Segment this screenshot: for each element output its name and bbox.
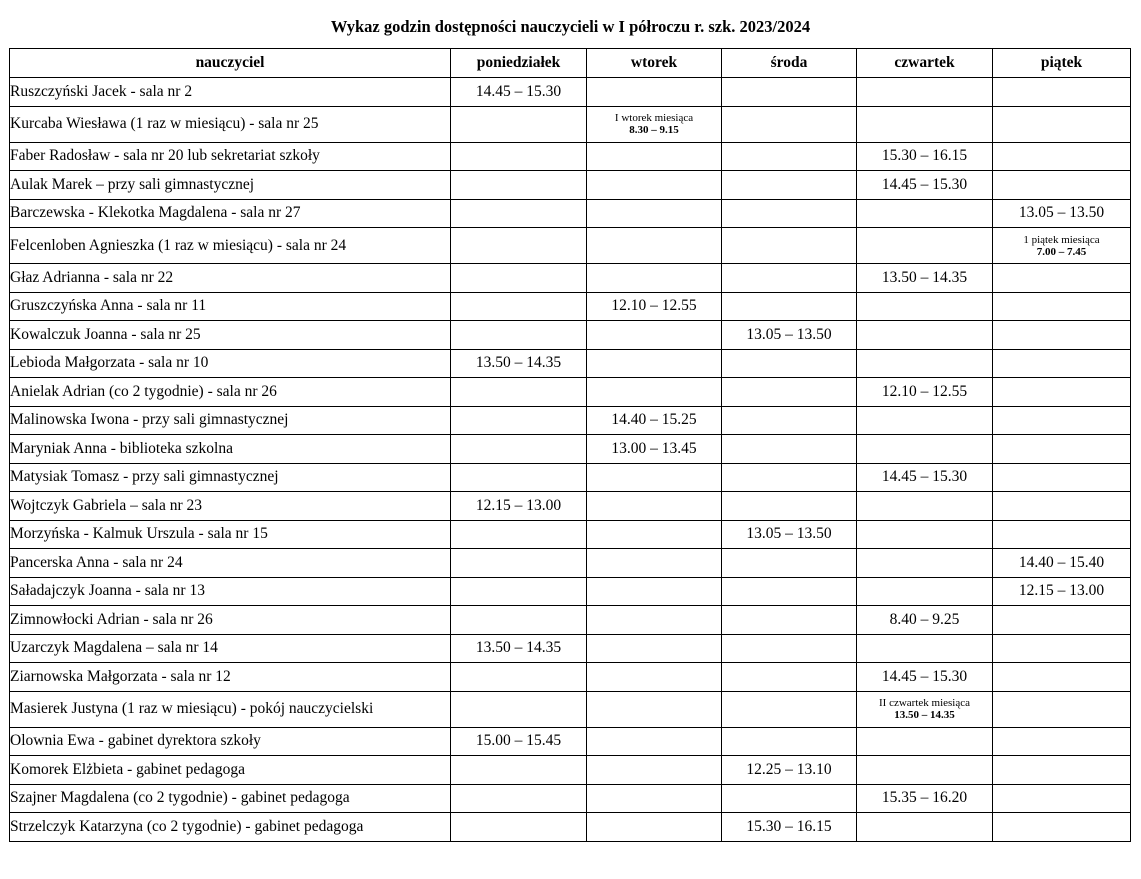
monthly-note-time: 7.00 – 7.45 bbox=[1036, 245, 1087, 258]
teacher-name: Olownia Ewa - gabinet dyrektora szkoły bbox=[10, 727, 451, 756]
time-cell-thursday bbox=[857, 406, 993, 435]
time-cell-friday bbox=[993, 663, 1131, 692]
time-cell-tuesday bbox=[587, 142, 722, 171]
time-cell-thursday bbox=[857, 435, 993, 464]
table-row bbox=[10, 406, 1131, 435]
teacher-name: Głaz Adrianna - sala nr 22 bbox=[10, 264, 451, 293]
table-row bbox=[10, 435, 1131, 464]
time-cell-thursday bbox=[857, 691, 993, 727]
time-cell-friday: 12.15 – 13.00 bbox=[993, 577, 1131, 606]
header-monday: poniedziałek bbox=[451, 49, 587, 78]
time-cell-monday: 13.50 – 14.35 bbox=[451, 349, 587, 378]
time-cell-friday bbox=[993, 228, 1131, 264]
time-cell-tuesday bbox=[587, 691, 722, 727]
time-cell-wednesday: 12.25 – 13.10 bbox=[722, 756, 857, 785]
time-cell-wednesday: 13.05 – 13.50 bbox=[722, 520, 857, 549]
teacher-name: Anielak Adrian (co 2 tygodnie) - sala nr 26 bbox=[10, 378, 451, 407]
time-cell-thursday bbox=[857, 199, 993, 228]
time-cell-tuesday bbox=[587, 577, 722, 606]
time-cell-friday bbox=[993, 78, 1131, 107]
time-cell-tuesday bbox=[587, 78, 722, 107]
time-cell-friday bbox=[993, 691, 1131, 727]
time-cell-thursday bbox=[857, 756, 993, 785]
time-cell-monday bbox=[451, 549, 587, 578]
table-row bbox=[10, 378, 1131, 407]
header-tuesday: wtorek bbox=[587, 49, 722, 78]
time-cell-wednesday bbox=[722, 142, 857, 171]
time-cell-tuesday bbox=[587, 634, 722, 663]
table-row bbox=[10, 349, 1131, 378]
monthly-note-time: 13.50 – 14.35 bbox=[894, 709, 955, 721]
time-cell-friday bbox=[993, 435, 1131, 464]
table-row bbox=[10, 106, 1131, 142]
time-cell-thursday: 14.45 – 15.30 bbox=[857, 463, 993, 492]
time-cell-monday bbox=[451, 663, 587, 692]
time-cell-friday bbox=[993, 727, 1131, 756]
table-row bbox=[10, 171, 1131, 200]
time-cell-friday: 14.40 – 15.40 bbox=[993, 549, 1131, 578]
time-cell-friday bbox=[993, 321, 1131, 350]
time-cell-monday: 12.15 – 13.00 bbox=[451, 492, 587, 521]
time-cell-wednesday bbox=[722, 577, 857, 606]
time-cell-wednesday bbox=[722, 663, 857, 692]
table-row bbox=[10, 813, 1131, 842]
time-cell-thursday bbox=[857, 78, 993, 107]
time-cell-wednesday bbox=[722, 171, 857, 200]
table-row bbox=[10, 663, 1131, 692]
header-wednesday: środa bbox=[722, 49, 857, 78]
time-cell-friday bbox=[993, 378, 1131, 407]
header-thursday: czwartek bbox=[857, 49, 993, 78]
table-row bbox=[10, 691, 1131, 727]
time-cell-thursday bbox=[857, 228, 993, 264]
time-cell-wednesday bbox=[722, 606, 857, 635]
monthly-note-label: I wtorek miesiąca bbox=[614, 112, 694, 124]
time-cell-friday bbox=[993, 756, 1131, 785]
time-cell-tuesday bbox=[587, 106, 722, 142]
time-cell-wednesday bbox=[722, 349, 857, 378]
time-cell-friday bbox=[993, 813, 1131, 842]
time-cell-monday: 14.45 – 15.30 bbox=[451, 78, 587, 107]
teacher-name: Szajner Magdalena (co 2 tygodnie) - gabinet pedagoga bbox=[10, 784, 451, 813]
time-cell-thursday: 13.50 – 14.35 bbox=[857, 264, 993, 293]
time-cell-monday bbox=[451, 228, 587, 264]
time-cell-thursday: 14.45 – 15.30 bbox=[857, 171, 993, 200]
time-cell-friday bbox=[993, 142, 1131, 171]
time-cell-monday: 13.50 – 14.35 bbox=[451, 634, 587, 663]
table-row bbox=[10, 492, 1131, 521]
time-cell-monday bbox=[451, 756, 587, 785]
time-cell-wednesday bbox=[722, 264, 857, 293]
time-cell-friday bbox=[993, 784, 1131, 813]
monthly-note-label: II czwartek miesiąca bbox=[879, 697, 970, 709]
time-cell-friday bbox=[993, 520, 1131, 549]
teacher-name: Malinowska Iwona - przy sali gimnastycznej bbox=[10, 406, 451, 435]
time-cell-wednesday bbox=[722, 78, 857, 107]
table-row bbox=[10, 321, 1131, 350]
time-cell-tuesday bbox=[587, 784, 722, 813]
time-cell-tuesday: 12.10 – 12.55 bbox=[587, 292, 722, 321]
teacher-name: Masierek Justyna (1 raz w miesiącu) - pokój nauczycielski bbox=[10, 691, 451, 727]
header-friday: piątek bbox=[993, 49, 1131, 78]
teacher-name: Felcenloben Agnieszka (1 raz w miesiącu) - sala nr 24 bbox=[10, 228, 451, 264]
teacher-name: Ruszczyński Jacek - sala nr 2 bbox=[10, 78, 451, 107]
teacher-name: Kurcaba Wiesława (1 raz w miesiącu) - sala nr 25 bbox=[10, 106, 451, 142]
time-cell-thursday: 12.10 – 12.55 bbox=[857, 378, 993, 407]
time-cell-tuesday bbox=[587, 463, 722, 492]
time-cell-thursday bbox=[857, 492, 993, 521]
table-row bbox=[10, 228, 1131, 264]
time-cell-tuesday bbox=[587, 520, 722, 549]
time-cell-thursday bbox=[857, 520, 993, 549]
time-cell-tuesday bbox=[587, 199, 722, 228]
teacher-name: Aulak Marek – przy sali gimnastycznej bbox=[10, 171, 451, 200]
time-cell-wednesday bbox=[722, 292, 857, 321]
teacher-name: Wojtczyk Gabriela – sala nr 23 bbox=[10, 492, 451, 521]
table-row bbox=[10, 78, 1131, 107]
time-cell-wednesday bbox=[722, 199, 857, 228]
header-row bbox=[10, 49, 1131, 78]
time-cell-wednesday bbox=[722, 492, 857, 521]
time-cell-monday bbox=[451, 577, 587, 606]
time-cell-tuesday: 14.40 – 15.25 bbox=[587, 406, 722, 435]
table-row bbox=[10, 549, 1131, 578]
time-cell-thursday bbox=[857, 634, 993, 663]
time-cell-monday bbox=[451, 142, 587, 171]
time-cell-monday bbox=[451, 171, 587, 200]
time-cell-monday bbox=[451, 606, 587, 635]
time-cell-monday bbox=[451, 321, 587, 350]
time-cell-tuesday bbox=[587, 756, 722, 785]
time-cell-friday bbox=[993, 606, 1131, 635]
monthly-note bbox=[993, 234, 1130, 258]
time-cell-tuesday bbox=[587, 813, 722, 842]
time-cell-tuesday bbox=[587, 171, 722, 200]
time-cell-wednesday bbox=[722, 228, 857, 264]
time-cell-thursday bbox=[857, 577, 993, 606]
monthly-note-label: 1 piątek miesiąca bbox=[1023, 233, 1100, 246]
time-cell-wednesday: 15.30 – 16.15 bbox=[722, 813, 857, 842]
teacher-name: Matysiak Tomasz - przy sali gimnastycznej bbox=[10, 463, 451, 492]
table-row bbox=[10, 727, 1131, 756]
table-row bbox=[10, 463, 1131, 492]
time-cell-tuesday bbox=[587, 606, 722, 635]
teacher-name: Barczewska - Klekotka Magdalena - sala nr 27 bbox=[10, 199, 451, 228]
table-row bbox=[10, 784, 1131, 813]
teacher-name: Kowalczuk Joanna - sala nr 25 bbox=[10, 321, 451, 350]
monthly-note bbox=[587, 112, 721, 136]
table-body bbox=[10, 78, 1131, 842]
time-cell-friday bbox=[993, 634, 1131, 663]
teacher-name: Uzarczyk Magdalena – sala nr 14 bbox=[10, 634, 451, 663]
teacher-name: Ziarnowska Małgorzata - sala nr 12 bbox=[10, 663, 451, 692]
table-row bbox=[10, 199, 1131, 228]
time-cell-wednesday bbox=[722, 634, 857, 663]
time-cell-wednesday bbox=[722, 549, 857, 578]
time-cell-wednesday bbox=[722, 691, 857, 727]
teacher-name: Komorek Elżbieta - gabinet pedagoga bbox=[10, 756, 451, 785]
time-cell-friday bbox=[993, 292, 1131, 321]
time-cell-tuesday bbox=[587, 378, 722, 407]
time-cell-monday bbox=[451, 691, 587, 727]
teacher-name: Strzelczyk Katarzyna (co 2 tygodnie) - gabinet pedagoga bbox=[10, 813, 451, 842]
table-row bbox=[10, 756, 1131, 785]
time-cell-thursday bbox=[857, 106, 993, 142]
table-row bbox=[10, 606, 1131, 635]
time-cell-thursday bbox=[857, 349, 993, 378]
time-cell-thursday: 14.45 – 15.30 bbox=[857, 663, 993, 692]
time-cell-wednesday bbox=[722, 435, 857, 464]
time-cell-monday bbox=[451, 378, 587, 407]
document-title: Wykaz godzin dostępności nauczycieli w I półroczu r. szk. 2023/2024 bbox=[330, 17, 811, 36]
teacher-name: Saładajczyk Joanna - sala nr 13 bbox=[10, 577, 451, 606]
time-cell-thursday bbox=[857, 292, 993, 321]
time-cell-tuesday: 13.00 – 13.45 bbox=[587, 435, 722, 464]
time-cell-wednesday bbox=[722, 727, 857, 756]
time-cell-monday bbox=[451, 199, 587, 228]
time-cell-wednesday bbox=[722, 378, 857, 407]
time-cell-tuesday bbox=[587, 549, 722, 578]
time-cell-thursday bbox=[857, 727, 993, 756]
time-cell-wednesday bbox=[722, 463, 857, 492]
table-row bbox=[10, 142, 1131, 171]
time-cell-monday bbox=[451, 784, 587, 813]
time-cell-tuesday bbox=[587, 663, 722, 692]
teacher-name: Faber Radosław - sala nr 20 lub sekretariat szkoły bbox=[10, 142, 451, 171]
teacher-name: Maryniak Anna - biblioteka szkolna bbox=[10, 435, 451, 464]
time-cell-tuesday bbox=[587, 349, 722, 378]
time-cell-friday bbox=[993, 171, 1131, 200]
table-row bbox=[10, 264, 1131, 293]
time-cell-monday bbox=[451, 264, 587, 293]
time-cell-friday bbox=[993, 463, 1131, 492]
time-cell-thursday: 15.30 – 16.15 bbox=[857, 142, 993, 171]
time-cell-thursday bbox=[857, 813, 993, 842]
time-cell-thursday bbox=[857, 549, 993, 578]
time-cell-tuesday bbox=[587, 228, 722, 264]
time-cell-monday bbox=[451, 463, 587, 492]
time-cell-monday bbox=[451, 292, 587, 321]
table-row bbox=[10, 520, 1131, 549]
teacher-name: Pancerska Anna - sala nr 24 bbox=[10, 549, 451, 578]
time-cell-friday bbox=[993, 106, 1131, 142]
monthly-note-time: 8.30 – 9.15 bbox=[629, 124, 679, 136]
table-row bbox=[10, 292, 1131, 321]
time-cell-friday bbox=[993, 492, 1131, 521]
time-cell-friday: 13.05 – 13.50 bbox=[993, 199, 1131, 228]
time-cell-monday bbox=[451, 813, 587, 842]
time-cell-friday bbox=[993, 406, 1131, 435]
table-row bbox=[10, 634, 1131, 663]
time-cell-friday bbox=[993, 264, 1131, 293]
time-cell-thursday bbox=[857, 321, 993, 350]
time-cell-wednesday bbox=[722, 106, 857, 142]
table-row bbox=[10, 577, 1131, 606]
time-cell-thursday: 15.35 – 16.20 bbox=[857, 784, 993, 813]
time-cell-monday bbox=[451, 406, 587, 435]
teacher-name: Morzyńska - Kalmuk Urszula - sala nr 15 bbox=[10, 520, 451, 549]
time-cell-tuesday bbox=[587, 492, 722, 521]
teacher-name: Gruszczyńska Anna - sala nr 11 bbox=[10, 292, 451, 321]
time-cell-tuesday bbox=[587, 264, 722, 293]
time-cell-wednesday bbox=[722, 406, 857, 435]
monthly-note bbox=[857, 697, 992, 721]
time-cell-tuesday bbox=[587, 321, 722, 350]
time-cell-monday bbox=[451, 435, 587, 464]
teacher-name: Lebioda Małgorzata - sala nr 10 bbox=[10, 349, 451, 378]
time-cell-friday bbox=[993, 349, 1131, 378]
header-teacher: nauczyciel bbox=[10, 49, 451, 78]
time-cell-tuesday bbox=[587, 727, 722, 756]
time-cell-monday bbox=[451, 106, 587, 142]
teacher-name: Zimnowłocki Adrian - sala nr 26 bbox=[10, 606, 451, 635]
availability-table bbox=[9, 48, 1131, 842]
time-cell-wednesday: 13.05 – 13.50 bbox=[722, 321, 857, 350]
time-cell-thursday: 8.40 – 9.25 bbox=[857, 606, 993, 635]
time-cell-wednesday bbox=[722, 784, 857, 813]
time-cell-monday: 15.00 – 15.45 bbox=[451, 727, 587, 756]
time-cell-monday bbox=[451, 520, 587, 549]
